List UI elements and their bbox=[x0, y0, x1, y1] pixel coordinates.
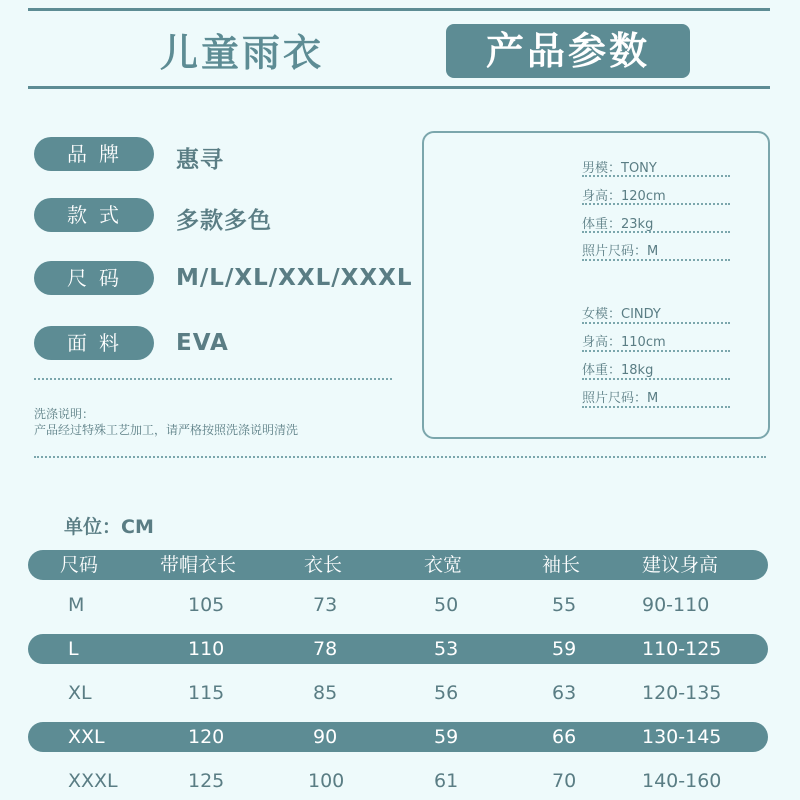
divider bbox=[582, 350, 730, 352]
divider bbox=[582, 259, 730, 261]
table-cell: 110-125 bbox=[642, 638, 722, 660]
table-cell: M bbox=[68, 594, 85, 616]
column-header: 衣宽 bbox=[424, 554, 463, 576]
table-cell: 115 bbox=[188, 682, 225, 704]
table-cell: 100 bbox=[308, 770, 345, 792]
table-cell: 78 bbox=[313, 638, 338, 660]
table-cell: 105 bbox=[188, 594, 225, 616]
table-cell: 61 bbox=[434, 770, 459, 792]
table-cell: 56 bbox=[434, 682, 459, 704]
male-model-name: 男模：TONY bbox=[582, 161, 657, 176]
table-cell: 53 bbox=[434, 638, 459, 660]
divider bbox=[582, 322, 730, 324]
table-cell: 90 bbox=[313, 726, 338, 748]
female-model-photo-size: 照片尺码：M bbox=[582, 391, 659, 406]
table-cell: 90-110 bbox=[642, 594, 710, 616]
female-model-name: 女模：CINDY bbox=[582, 307, 661, 322]
table-cell: 59 bbox=[434, 726, 459, 748]
divider bbox=[582, 406, 730, 408]
top-rule bbox=[28, 8, 770, 11]
header-rule bbox=[28, 86, 770, 89]
spec-value-size: M/L/XL/XXL/XXXL bbox=[176, 265, 413, 291]
table-cell: 66 bbox=[552, 726, 577, 748]
care-title: 洗涤说明： bbox=[34, 407, 95, 421]
column-header: 尺码 bbox=[60, 554, 99, 576]
table-cell: 120 bbox=[188, 726, 225, 748]
table-header-row bbox=[28, 550, 768, 580]
spec-label-size: 尺码 bbox=[34, 261, 154, 295]
table-cell: 120-135 bbox=[642, 682, 722, 704]
divider bbox=[582, 175, 730, 177]
male-model-height: 身高：120cm bbox=[582, 189, 666, 204]
table-cell: 110 bbox=[188, 638, 225, 660]
divider bbox=[582, 231, 730, 233]
section-divider bbox=[34, 456, 766, 458]
page-title: 儿童雨衣 bbox=[160, 31, 325, 75]
spec-label-fabric: 面料 bbox=[34, 326, 154, 360]
table-cell: L bbox=[68, 638, 79, 660]
column-header: 衣长 bbox=[304, 554, 343, 576]
column-header: 袖长 bbox=[542, 554, 581, 576]
table-cell: XXXL bbox=[68, 770, 118, 792]
table-row bbox=[28, 590, 768, 620]
table-cell: 85 bbox=[313, 682, 338, 704]
female-model-height: 身高：110cm bbox=[582, 335, 666, 350]
column-header: 带帽衣长 bbox=[160, 554, 237, 576]
spec-value-style: 多款多色 bbox=[176, 208, 272, 234]
table-row bbox=[28, 678, 768, 708]
title-badge: 产品参数 bbox=[446, 24, 690, 78]
table-row bbox=[28, 766, 768, 796]
table-row bbox=[28, 722, 768, 752]
table-cell: 59 bbox=[552, 638, 577, 660]
divider bbox=[34, 378, 392, 380]
spec-value-fabric: EVA bbox=[176, 330, 229, 356]
table-cell: 140-160 bbox=[642, 770, 722, 792]
male-model-weight: 体重：23kg bbox=[582, 217, 654, 232]
spec-value-brand: 惠寻 bbox=[176, 147, 224, 173]
divider bbox=[582, 203, 730, 205]
table-cell: 63 bbox=[552, 682, 577, 704]
table-cell: 70 bbox=[552, 770, 577, 792]
spec-label-brand: 品牌 bbox=[34, 137, 154, 171]
table-cell: 73 bbox=[313, 594, 338, 616]
table-cell: 125 bbox=[188, 770, 225, 792]
divider bbox=[582, 378, 730, 380]
spec-label-style: 款式 bbox=[34, 198, 154, 232]
table-cell: XL bbox=[68, 682, 92, 704]
care-text: 产品经过特殊工艺加工，请严格按照洗涤说明清洗 bbox=[34, 423, 299, 437]
table-cell: 130-145 bbox=[642, 726, 722, 748]
table-cell: 50 bbox=[434, 594, 459, 616]
female-model-weight: 体重：18kg bbox=[582, 363, 654, 378]
column-header: 建议身高 bbox=[642, 554, 719, 576]
unit-label: 单位：CM bbox=[64, 516, 154, 538]
male-model-photo-size: 照片尺码：M bbox=[582, 244, 659, 259]
table-cell: 55 bbox=[552, 594, 577, 616]
table-row bbox=[28, 634, 768, 664]
table-cell: XXL bbox=[68, 726, 105, 748]
